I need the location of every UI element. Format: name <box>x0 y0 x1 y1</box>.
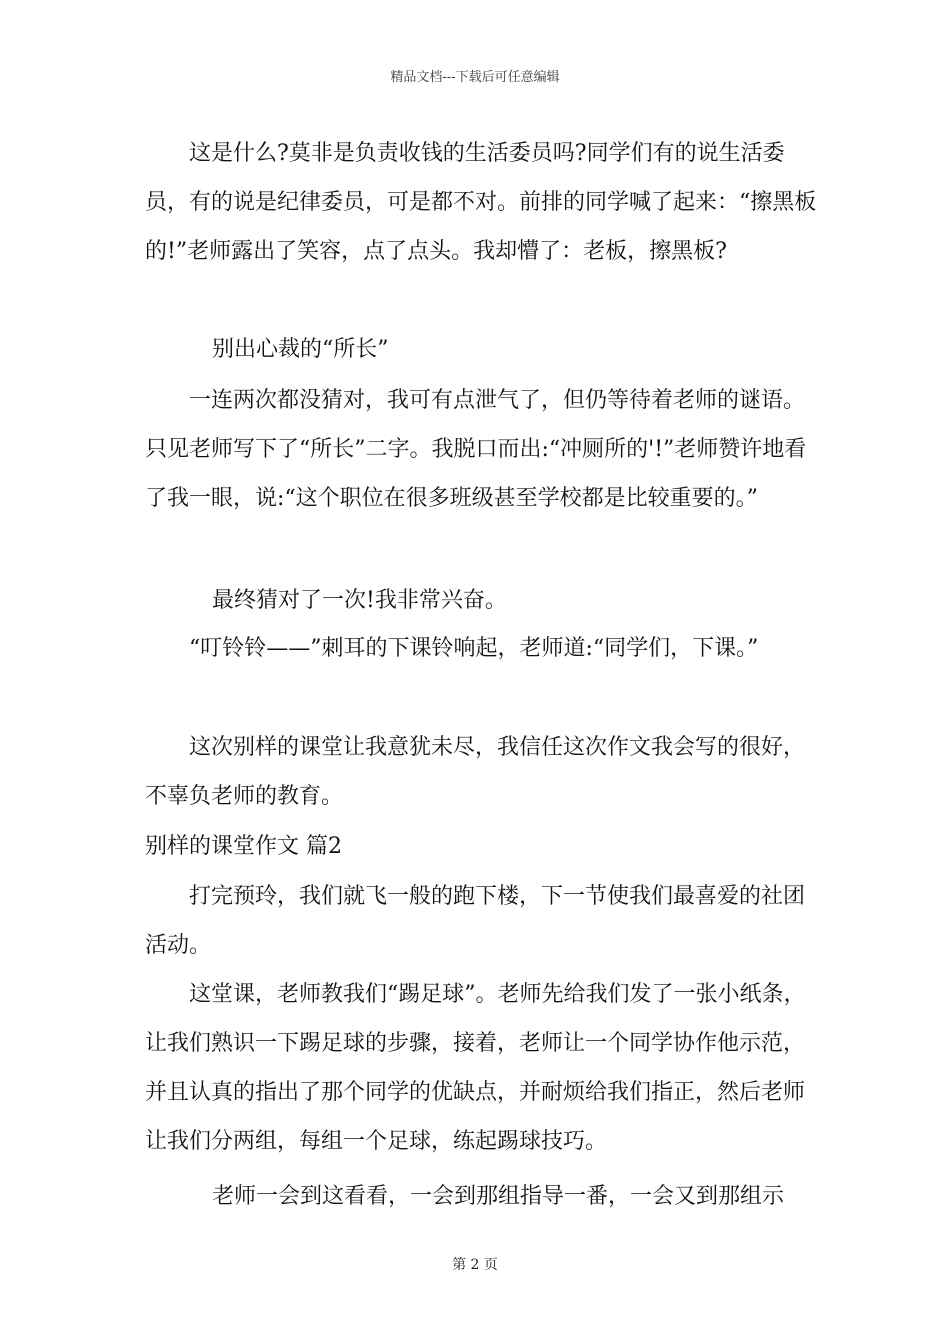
paragraph-text: 这次别样的课堂让我意犹未尽，我信任这次作文我会写的很好，不辜负老师的教育。 <box>145 735 806 809</box>
paragraph-text: 这堂课，老师教我们“踢足球”。老师先给我们发了一张小纸条，让我们熟识一下踢足球的步骤，接着，老师让一个同学协作他示范，并且认真的指出了那个同学的优缺点，并耐烦给我们指正，然后老师让我们分两组，每组一个足球，练起踢球技巧。 <box>145 982 806 1154</box>
paragraph-6 <box>145 872 825 970</box>
paragraph-8: 老师一会到这看看，一会到那组指导一番，一会又到那组示 <box>212 1184 785 1209</box>
paragraph-4 <box>145 624 825 673</box>
page-header: 精品文档---下载后可任意编辑 <box>390 70 560 85</box>
paragraph-5 <box>145 723 825 821</box>
paragraph-text: “叮铃铃——”刺耳的下课铃响起，老师道:“同学们，下课。” <box>189 636 759 661</box>
paragraph-text: 一连两次都没猜对，我可有点泄气了，但仍等待着老师的谜语。只见老师写下了“所长”二字。我脱口而出:“冲厕所的'!”老师赞许地看了我一眼，说:“这个职位在很多班级甚至学校都是比较重要的。” <box>145 388 807 511</box>
page-number: 第 2 页 <box>452 1257 498 1273</box>
paragraph-3: 最终猜对了一次!我非常兴奋。 <box>212 588 507 613</box>
paragraph-text: 这是什么?莫非是负责收钱的生活委员吗?同学们有的说生活委员，有的说是纪律委员，可是都不对。前排的同学喊了起来：“擦黑板的!”老师露出了笑容，点了点头。我却懵了：老板，擦黑板? <box>145 141 817 264</box>
paragraph-1 <box>145 129 825 276</box>
paragraph-text: 打完预玲，我们就飞一般的跑下楼，下一节使我们最喜爱的社团活动。 <box>145 884 806 958</box>
article-title: 别样的课堂作文 篇2 <box>145 834 342 859</box>
paragraph-2 <box>145 376 825 523</box>
section-heading: 别出心裁的“所长” <box>212 337 389 362</box>
paragraph-7 <box>145 970 825 1166</box>
